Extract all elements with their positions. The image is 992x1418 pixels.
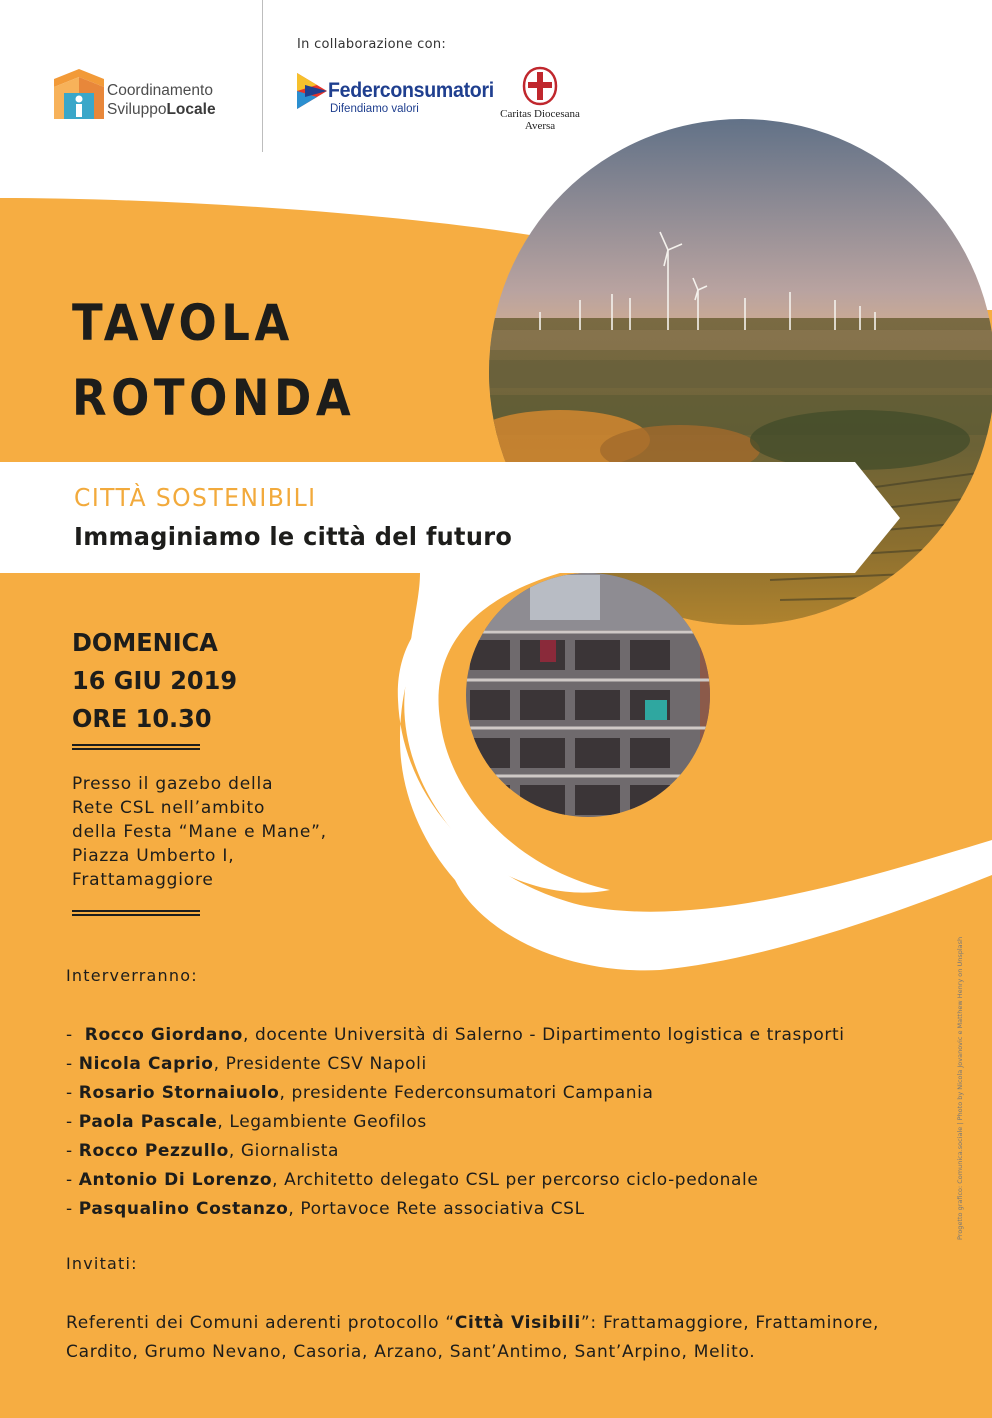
- event-time: ORE 10.30: [72, 704, 212, 733]
- venue-line5: Frattamaggiore: [72, 870, 214, 890]
- speaker-prefix: -: [66, 1083, 79, 1103]
- speaker-prefix: -: [66, 1025, 85, 1045]
- list-item: [66, 1050, 845, 1079]
- venue-line3: della Festa “Mane e Mane”,: [72, 822, 327, 842]
- referents-paragraph: [66, 1309, 936, 1367]
- caritas-cross-icon: [522, 66, 558, 106]
- list-item: [66, 1079, 845, 1108]
- speaker-name: Rocco Giordano: [84, 1025, 243, 1045]
- csl-logo-line2a: Sviluppo: [107, 101, 167, 118]
- list-item: [66, 1195, 845, 1224]
- topic-tagline: Immaginiamo le città del futuro: [74, 522, 513, 551]
- speaker-prefix: -: [66, 1054, 79, 1074]
- divider-double-line: [72, 910, 200, 916]
- referents-text-after: ”: Frattamaggiore, Frattaminore, Cardito, Grumo Nevano, Casoria, Arzano, Sant’Antimo, Sant’Arpino, Melito.: [66, 1313, 880, 1362]
- speakers-list: [66, 1021, 845, 1224]
- referents-protocol-name: Città Visibili: [454, 1313, 581, 1333]
- divider-double-line: [72, 744, 200, 750]
- page-title: [72, 286, 355, 436]
- federconsumatori-tagline: Difendiamo valori: [330, 103, 419, 115]
- event-datetime: [72, 624, 237, 738]
- speaker-name: Pasqualino Costanzo: [78, 1199, 289, 1219]
- speaker-role: , Legambiente Geofilos: [217, 1112, 427, 1132]
- speaker-prefix: -: [66, 1199, 79, 1219]
- speaker-name: Rosario Stornaiuolo: [78, 1083, 280, 1103]
- speaker-role: , Portavoce Rete associativa CSL: [288, 1199, 585, 1219]
- federconsumatori-name: Federconsumatori: [328, 79, 494, 102]
- federconsumatori-logo-icon: [297, 73, 327, 109]
- venue-line4: Piazza Umberto I,: [72, 846, 235, 866]
- title-line1: TAVOLA: [72, 294, 294, 352]
- speaker-role: , Presidente CSV Napoli: [213, 1054, 427, 1074]
- event-day: DOMENICA: [72, 628, 218, 657]
- topic-heading: CITTÀ SOSTENIBILI: [74, 483, 317, 512]
- list-item: [66, 1108, 845, 1137]
- header-divider: [262, 0, 263, 152]
- caritas-text: [495, 108, 585, 132]
- speaker-role: , presidente Federconsumatori Campania: [279, 1083, 654, 1103]
- speaker-name: Paola Pascale: [78, 1112, 218, 1132]
- speaker-name: Antonio Di Lorenzo: [78, 1170, 273, 1190]
- invited-label: Invitati:: [66, 1254, 138, 1273]
- speaker-name: Nicola Caprio: [78, 1054, 214, 1074]
- speaker-prefix: -: [66, 1112, 79, 1132]
- csl-logo-line2b: Locale: [166, 101, 216, 118]
- speaker-prefix: -: [66, 1141, 79, 1161]
- referents-text-before: Referenti dei Comuni aderenti protocollo “: [66, 1313, 455, 1333]
- caritas-line2: Aversa: [524, 120, 556, 132]
- speaker-role: , Architetto delegato CSL per percorso ciclo-pedonale: [272, 1170, 759, 1190]
- collab-label: In collaborazione con:: [297, 37, 447, 52]
- venue-line1: Presso il gazebo della: [72, 774, 274, 794]
- title-line2: ROTONDA: [72, 369, 356, 427]
- list-item: [66, 1021, 845, 1050]
- speaker-role: , Giornalista: [228, 1141, 340, 1161]
- event-venue: [72, 772, 327, 892]
- caritas-line1: Caritas Diocesana: [500, 108, 580, 120]
- list-item: [66, 1137, 845, 1166]
- csl-logo-icon: [54, 69, 104, 119]
- list-item: [66, 1166, 845, 1195]
- venue-line2: Rete CSL nell’ambito: [72, 798, 266, 818]
- speaker-role: , docente Università di Salerno - Dipartimento logistica e trasporti: [242, 1025, 845, 1045]
- speaker-prefix: -: [66, 1170, 79, 1190]
- csl-logo-text: [107, 81, 216, 119]
- speaker-name: Rocco Pezzullo: [78, 1141, 229, 1161]
- csl-logo-line1: Coordinamento: [107, 82, 213, 99]
- event-date: 16 GIU 2019: [72, 666, 238, 695]
- speakers-label: Interverranno:: [66, 966, 198, 985]
- photo-credit: Progetto grafico: Comunica.sociale | Photo by Nicola Jovanovic e Matthew Henry on Unsplash: [956, 936, 964, 1240]
